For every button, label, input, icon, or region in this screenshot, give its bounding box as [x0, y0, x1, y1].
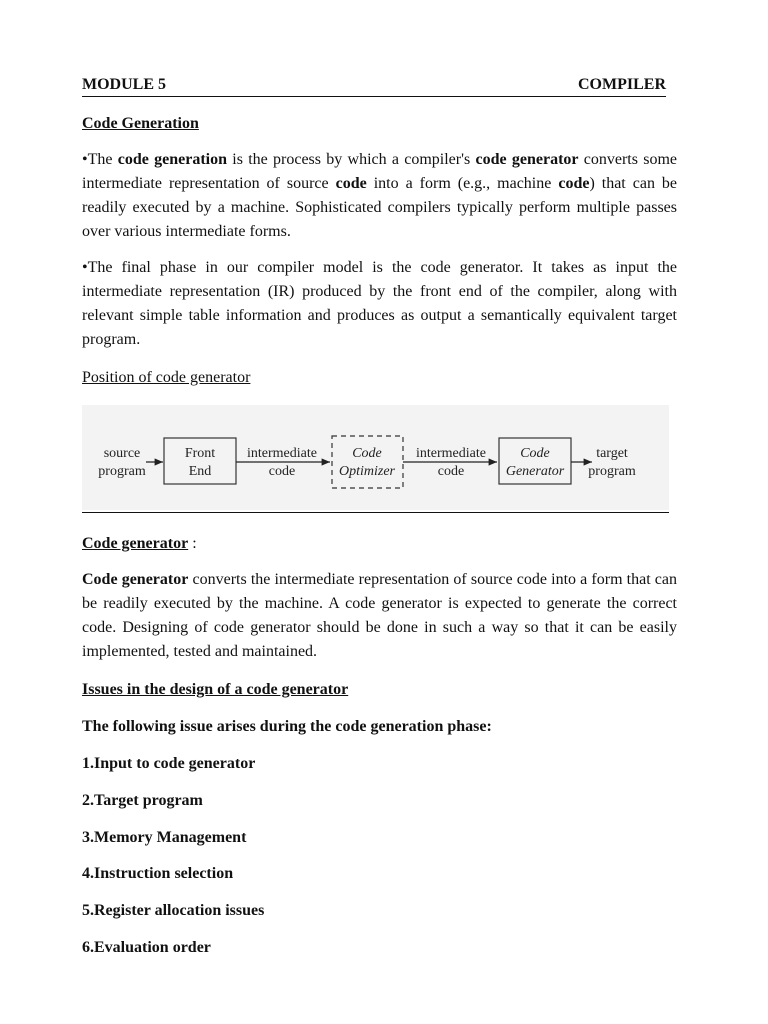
diagram-source-line1: source — [103, 446, 141, 461]
paragraph-final-phase: •The final phase in our compiler model is the code generator. It takes as input the intermediate representation (IR) produced by the front end of the compiler, along with relevant simple table information and produces as output a semantically equivalent target program. — [82, 259, 677, 348]
section-title-colon: : — [188, 535, 197, 552]
p1-text-2: is the process by which a compiler's — [227, 151, 476, 168]
diagram-optimizer-line1: Code — [352, 446, 382, 461]
p1-bold-2: code generator — [475, 151, 579, 168]
diagram-generator-line1: Code — [520, 446, 550, 461]
section-title-issues: Issues in the design of a code generator — [82, 681, 349, 698]
issue-item: 6.Evaluation order — [82, 939, 211, 956]
section-title-code-generator: Code generator — [82, 535, 189, 552]
diagram-optimizer-line2: Optimizer — [339, 464, 395, 479]
diagram-front-line1: Front — [184, 446, 216, 461]
code-generator-lead: Code generator — [82, 571, 189, 588]
diagram-intermediate1-line2: code — [268, 464, 296, 479]
diagram-generator-line2: Generator — [505, 464, 565, 479]
diagram-source-line2: program — [98, 464, 146, 479]
module-label: MODULE 5 — [82, 76, 166, 93]
subject-label: COMPILER — [578, 76, 666, 93]
diagram-intermediate2-line1: intermediate — [416, 446, 486, 461]
module-header — [82, 76, 666, 97]
section-title-code-generator-wrap — [82, 532, 677, 556]
section-divider — [82, 512, 669, 513]
issue-item: 2.Target program — [82, 792, 203, 809]
p1-bold-3: code — [335, 175, 367, 192]
p1-bold-1: code generation — [117, 151, 227, 168]
diagram-intermediate2-line2: code — [437, 464, 465, 479]
issue-item: 3.Memory Management — [82, 829, 247, 846]
diagram-intermediate1-line1: intermediate — [247, 446, 317, 461]
code-generator-position-diagram — [82, 405, 669, 510]
optimizer-dashed-box — [332, 436, 403, 488]
diagram-target-line2: program — [588, 464, 636, 479]
position-heading: Position of code generator — [82, 369, 251, 386]
issue-item: 1.Input to code generator — [82, 755, 256, 772]
p1-text-4: into a form (e.g., machine — [366, 175, 559, 192]
issue-item: 4.Instruction selection — [82, 865, 234, 882]
p1-text-5: ) that can be readily executed by a machine. Sophisticated compilers typically perform multiple passes over various intermediate forms. — [82, 175, 678, 240]
issue-item: 5.Register allocation issues — [82, 902, 265, 919]
issues-intro: The following issue arises during the code generation phase: — [82, 718, 492, 735]
p1-bold-4: code — [558, 175, 590, 192]
section-title-code-generation: Code Generation — [82, 115, 199, 132]
code-generator-body: converts the intermediate representation of source code into a form that can be readily executed by the machine. A code generator is expected to generate the correct code. Designing of code generator should be done in such a way so that it can be easily implemented, tested and maintained. — [82, 571, 678, 660]
p1-text-3: converts some intermediate representation of source — [82, 151, 678, 192]
p1-text-1: •The — [82, 151, 118, 168]
paragraph-code-generator — [82, 568, 677, 664]
diagram-target-line1: target — [596, 446, 628, 461]
diagram-front-line2: End — [188, 464, 212, 479]
paragraph-definition — [82, 148, 677, 244]
